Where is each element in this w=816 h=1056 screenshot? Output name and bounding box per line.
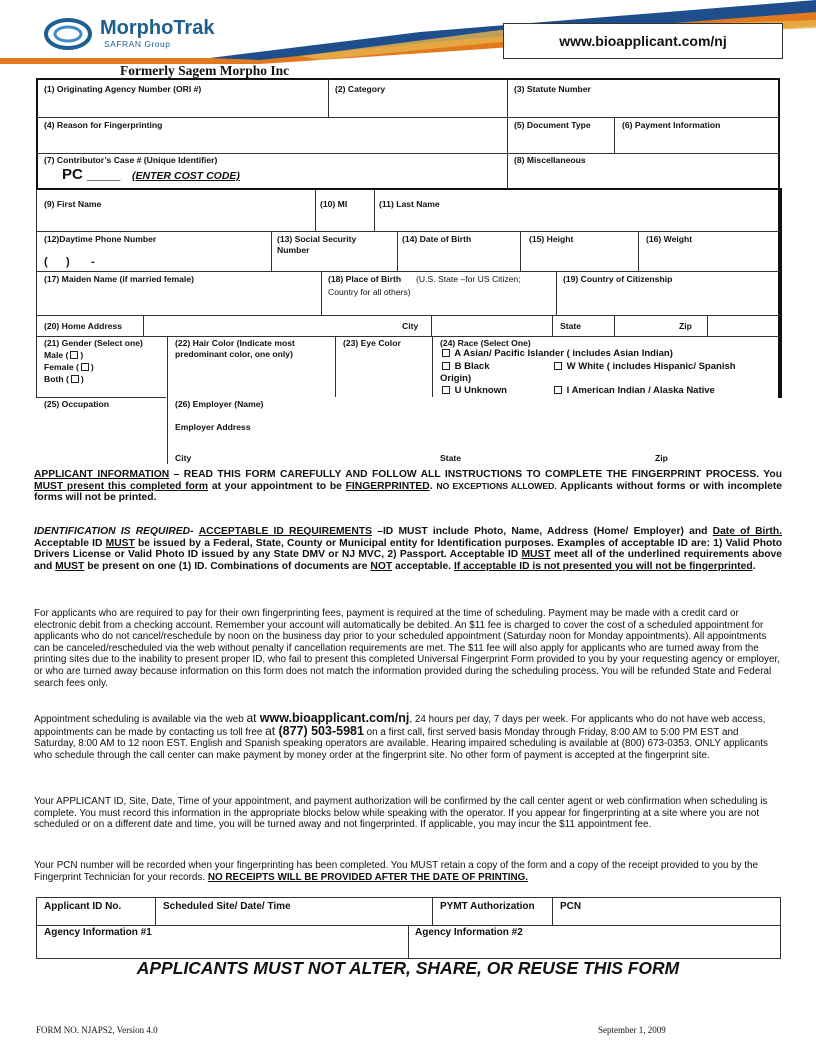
field-15-label: (15) Height [529, 234, 574, 244]
field-20-label: (20) Home Address [44, 321, 123, 331]
field-19-label: (19) Country of Citizenship [563, 274, 673, 284]
form-date: September 1, 2009 [598, 1025, 666, 1035]
field-17-label: (17) Maiden Name (if married female) [44, 274, 194, 284]
field-13-label-2: Number [277, 245, 310, 255]
field-10-label: (10) MI [320, 199, 348, 209]
field-25-label: (25) Occupation [44, 399, 109, 409]
field-1-label: (1) Originating Agency Number (ORI #) [44, 84, 202, 94]
race-w: W White ( includes Hispanic/ Spanish [552, 362, 736, 372]
race-u: U Unknown [440, 386, 507, 396]
pcn-label: PCN [560, 901, 582, 912]
form-number: FORM NO. NJAPS2, Version 4.0 [36, 1025, 158, 1035]
phone-format: ( ) - [44, 256, 95, 268]
field-4-label: (4) Reason for Fingerprinting [44, 120, 163, 130]
field-18-hint-2: Country for all others) [328, 287, 411, 297]
pcn-paragraph: Your PCN number will be recorded when your fingerprinting has been completed. You MUST retain a copy of the form and a copy of the receipt provided to you by the Fingerprint Technician for your records. NO RECEIPTS WILL BE PROVIDED AFTER THE DATE OF PRINTING. [34, 860, 759, 883]
male-checkbox[interactable] [70, 351, 78, 359]
warning-banner: APPLICANTS MUST NOT ALTER, SHARE, OR REUSE THIS FORM [136, 958, 680, 978]
field-23-label: (23) Eye Color [343, 338, 401, 348]
field-22-label: (22) Hair Color (Indicate most [175, 338, 295, 348]
employer-zip-label: Zip [655, 453, 668, 463]
payment-paragraph: For applicants who are required to pay for their own fingerprinting fees, payment is required at the time of scheduling. Payment may be made with a credit card or electronic debit from a checking account. Remember your account will automatically be debited. An $11 fee is charged to cover the cost of a scheduled appointment for applicants who do not cancel/reschedule by noon on the business day prior to your scheduled appointment (Saturday noon for Monday appointments). All appointments can be canceled/rescheduled via the web without penalty if cancellation requirements are met. The $11 fee will also apply for applicants who are turned away from the printing sites due to the inability to present proper ID, who fail to present this completed Universal Fingerprint Form provided to you by your requesting agency or employer, or who are turned away because information on this form does not match the information provided during the scheduling process. You will be refunded State and Federal search fees only. [34, 608, 780, 689]
agency-info-1-label: Agency Information #1 [44, 927, 152, 938]
race-i: I American Indian / Alaska Native [552, 386, 715, 396]
field-7-label: (7) Contributor’s Case # (Unique Identifier) [44, 155, 218, 165]
employer-address-label: Employer Address [175, 422, 251, 432]
formerly-title: Formerly Sagem Morpho Inc [120, 63, 290, 78]
field-18-label: (18) Place of Birth [328, 274, 402, 284]
race-u-checkbox[interactable] [442, 386, 450, 394]
scheduling-paragraph: Appointment scheduling is available via the web at www.bioapplicant.com/nj, 24 hours per day, 7 days per week. For applicants who do not have web access, appointments can be made by contacting us toll free at (877) 503-5981 on a first call, first served basis Monday through Friday, 8:00 AM to 5:00 PM EST and Saturday, 8:00 AM to 12 noon EST. English and Spanish speaking operators are available. Hearing impaired scheduling is available at (800) 673-0353. ONLY applicants who schedule through the call center can make payment by money order at the fingerprint site. No other form of payment is accepted at the fingerprint site. [34, 711, 768, 761]
race-w-origin: Origin) [440, 373, 472, 384]
field-18-hint: (U.S. State –for US Citizen; [416, 274, 521, 284]
brand-subtitle: SAFRAN Group [104, 39, 171, 49]
city-label: City [402, 321, 419, 331]
field-16-label: (16) Weight [646, 234, 693, 244]
scheduled-label: Scheduled Site/ Date/ Time [163, 901, 291, 912]
header-url: www.bioapplicant.com/nj [503, 23, 783, 59]
field-13-label: (13) Social Security [277, 234, 357, 244]
applicant-id-label: Applicant ID No. [44, 901, 122, 912]
field-14-label: (14) Date of Birth [402, 234, 472, 244]
agency-info-2-label: Agency Information #2 [415, 927, 523, 938]
field-11-label: (11) Last Name [379, 199, 440, 209]
field-26-label: (26) Employer (Name) [175, 399, 264, 409]
field-21-label: (21) Gender (Select one) [44, 338, 143, 348]
field-5-label: (5) Document Type [514, 120, 591, 130]
cost-code-hint: (ENTER COST CODE) [132, 170, 240, 182]
both-checkbox[interactable] [71, 375, 79, 383]
gender-male: Male ( ) [44, 350, 84, 360]
brand-name: MorphoTrak [100, 17, 215, 39]
field-9-label: (9) First Name [44, 199, 102, 209]
employer-state-label: State [440, 453, 462, 463]
field-3-label: (3) Statute Number [514, 84, 591, 94]
scheduling-url-link: www.bioapplicant.com/nj [259, 711, 410, 725]
state-label: State [560, 321, 582, 331]
zip-label: Zip [679, 321, 692, 331]
field-24-label: (24) Race (Select One) [440, 338, 531, 348]
gender-female: Female ( ) [44, 362, 94, 372]
race-b-checkbox[interactable] [442, 362, 450, 370]
race-i-checkbox[interactable] [554, 386, 562, 394]
gender-both: Both ( ) [44, 374, 84, 384]
right-border [778, 188, 782, 398]
employer-city-label: City [175, 453, 192, 463]
pc-code: PC ____ [62, 166, 121, 183]
applicant-information: APPLICANT INFORMATION – READ THIS FORM CAREFULLY AND FOLLOW ALL INSTRUCTIONS TO COMPLETE THE FINGERPRINT PROCESS. You MUST present this completed form at your appointment to be FINGERPRINTED. NO EXCEPTIONS ALLOWED. Applicants without forms or with incomplete forms will not be printed. [34, 469, 782, 504]
race-a-checkbox[interactable] [442, 349, 450, 357]
field-2-label: (2) Category [335, 84, 386, 94]
field-12-label: (12)Daytime Phone Number [44, 234, 157, 244]
confirmation-paragraph: Your APPLICANT ID, Site, Date, Time of your appointment, and payment authorization will be confirmed by the call center agent or web confirmation when scheduling is complete. You must record this information in the appropriate blocks below while speaking with the operator. If you appear for fingerprinting at a site where you are not scheduled or on a different date and time, you will be turned away and not fingerprinted. If applicable, you may incur the $11 appointment fee. [34, 796, 768, 831]
race-b: B Black [440, 362, 490, 372]
identification-paragraph: IDENTIFICATION IS REQUIRED- ACCEPTABLE ID REQUIREMENTS –ID MUST include Photo, Name, Address (Home/ Employer) and Date of Birth. Acceptable ID MUST be issued by a Federal, State, County or Municipal entity for Identification purposes. Examples of acceptable ID are: 1) Valid Photo Drivers License or Valid Photo ID issued by any State DMV or NJ MVC, 2) Passport. Acceptable ID MUST meet all of the underlined requirements above and MUST be present on one (1) ID. Combinations of documents are NOT acceptable. If acceptable ID is not presented you will not be fingerprinted. [34, 526, 782, 572]
female-checkbox[interactable] [81, 363, 89, 371]
field-22-label-2: predominant color, one only) [175, 349, 293, 359]
morphotrak-logo-icon [46, 20, 90, 48]
race-w-checkbox[interactable] [554, 362, 562, 370]
field-8-label: (8) Miscellaneous [514, 155, 586, 165]
pymt-authorization-label: PYMT Authorization [440, 901, 535, 912]
race-a: A Asian/ Pacific Islander ( includes Asian Indian) [440, 349, 673, 359]
field-6-label: (6) Payment Information [622, 120, 721, 130]
